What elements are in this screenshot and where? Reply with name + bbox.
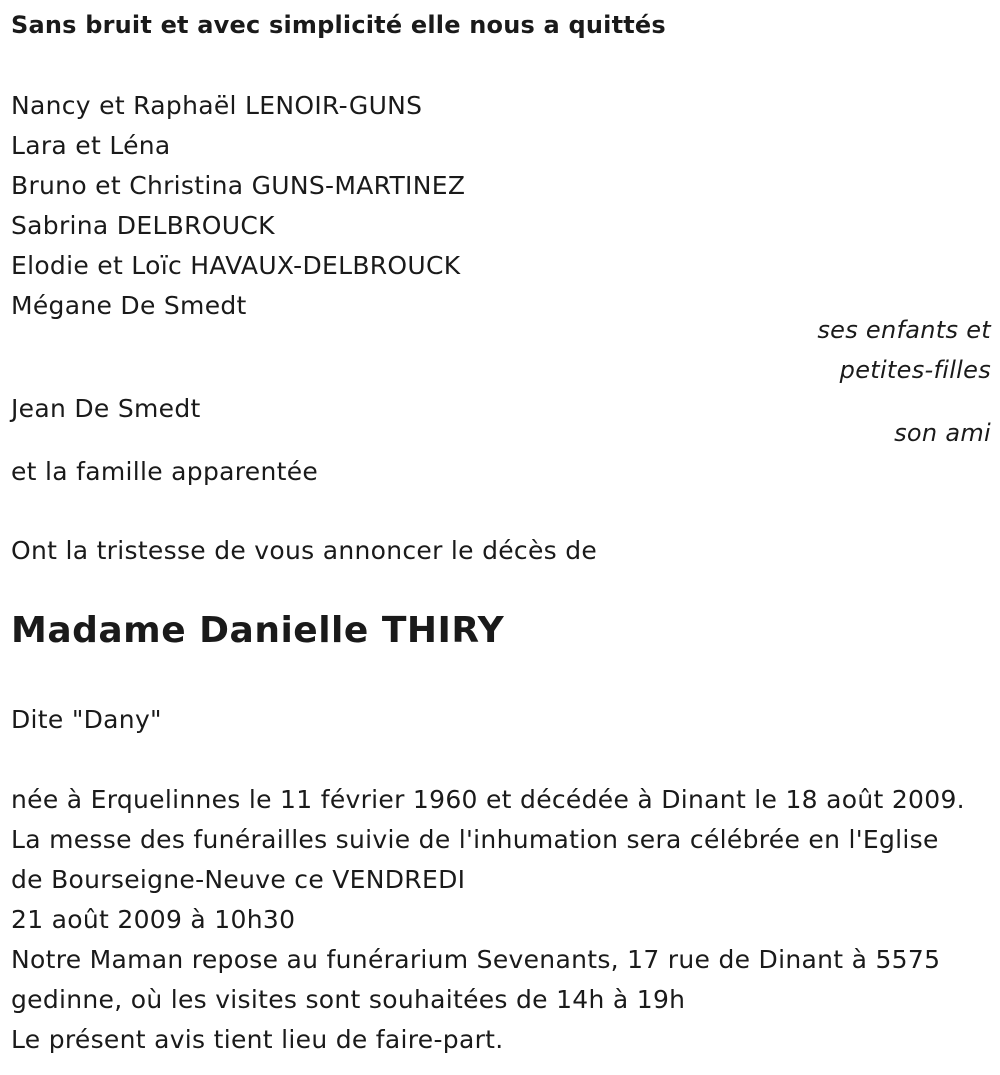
- details-line: Notre Maman repose au funérarium Sevenants, 17 rue de Dinant à 5575: [11, 945, 941, 974]
- family-member: Lara et Léna: [11, 131, 171, 160]
- family-member: Nancy et Raphaël LENOIR-GUNS: [11, 91, 423, 120]
- friend-relation: son ami: [894, 419, 991, 447]
- details-line: de Bourseigne-Neuve ce VENDREDI: [11, 865, 466, 894]
- friend-name: Jean De Smedt: [11, 394, 201, 423]
- family-member: Bruno et Christina GUNS-MARTINEZ: [11, 171, 466, 200]
- deceased-name: Madame Danielle THIRY: [11, 610, 505, 651]
- headline: Sans bruit et avec simplicité elle nous a quittés: [11, 11, 666, 39]
- nickname: Dite "Dany": [11, 705, 162, 734]
- details-line: gedinne, où les visites sont souhaitées de 14h à 19h: [11, 985, 686, 1014]
- family-relation-line: petites-filles: [839, 356, 991, 384]
- details-line: La messe des funérailles suivie de l'inhumation sera célébrée en l'Eglise: [11, 825, 939, 854]
- family-member: Elodie et Loïc HAVAUX-DELBROUCK: [11, 251, 461, 280]
- details-line: 21 août 2009 à 10h30: [11, 905, 296, 934]
- family-member: Mégane De Smedt: [11, 291, 247, 320]
- details-line: Le présent avis tient lieu de faire-part.: [11, 1025, 504, 1054]
- family-relation-line: ses enfants et: [817, 316, 991, 344]
- announcement: Ont la tristesse de vous annoncer le décès de: [11, 536, 598, 565]
- extended-family: et la famille apparentée: [11, 457, 319, 486]
- details-line: née à Erquelinnes le 11 février 1960 et décédée à Dinant le 18 août 2009.: [11, 785, 965, 814]
- family-member: Sabrina DELBROUCK: [11, 211, 275, 240]
